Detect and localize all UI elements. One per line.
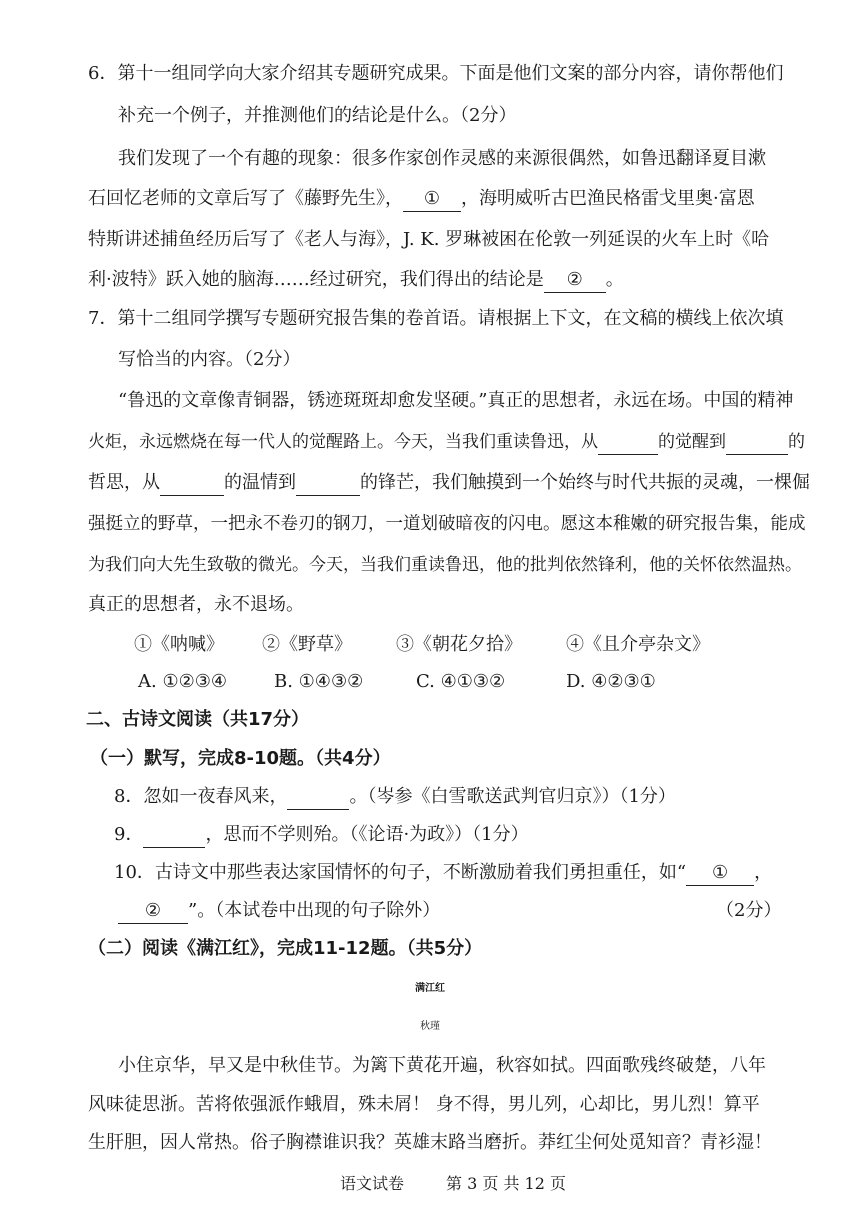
q7-passage-text: 的温情到 — [224, 472, 296, 493]
q7-passage-line2 — [88, 430, 805, 455]
q8-blank[interactable] — [287, 785, 349, 810]
q6-passage-text: 。 — [605, 269, 624, 290]
q10-score: （2分） — [716, 900, 782, 921]
q7-option-a[interactable]: A. ①②③④ — [138, 671, 227, 692]
q7-blank[interactable] — [598, 430, 658, 455]
q8 — [114, 785, 676, 810]
q7-option-d[interactable]: D. ④②③① — [566, 671, 656, 692]
poem-line-2: 风味徒思浙。苦将侬强派作蛾眉，殊未屑！ 身不得，男儿列，心却比，男儿烈！算平 — [88, 1094, 760, 1115]
q6-passage-text: 利·波特》跃入她的脑海……经过研究，我们得出的结论是 — [88, 269, 544, 290]
q10-text: 10．古诗文中那些表达家国情怀的句子，不断激励着我们勇担重任，如“ — [114, 862, 687, 883]
q7-passage-text: 的锋芒，我们触摸到一个始终与时代共振的灵魂，一棵倔 — [360, 472, 810, 493]
q10-blank-2[interactable]: ② — [118, 899, 188, 924]
q6-passage-line2 — [88, 187, 755, 212]
q7-book-2: ②《野草》 — [262, 634, 352, 655]
subsection-2-title: （二）阅读《满江红》，完成11-12题。（共5分） — [88, 938, 483, 959]
q7-blank[interactable] — [296, 471, 360, 496]
q10-line2 — [118, 899, 440, 924]
q7-passage-line1: “鲁迅的文章像青铜器，锈迹斑斑却愈发坚硬。”真正的思想者，永远在场。中国的精神 — [118, 390, 794, 411]
q7-passage-text: 火炬，永远燃烧在每一代人的觉醒路上。今天，当我们重读鲁迅，从 — [88, 432, 598, 452]
poem-title: 满江红 — [415, 983, 445, 994]
q7-option-b[interactable]: B. ①④③② — [274, 671, 364, 692]
q7-passage-line3 — [88, 471, 810, 496]
q6-passage-line3: 特斯讲述捕鱼经历后写了《老人与海》，J. K. 罗琳被困在伦敦一列延误的火车上时《哈 — [88, 229, 770, 250]
q9-blank[interactable] — [143, 823, 205, 848]
q7-passage-line5: 为我们向大先生致敬的微光。今天，当我们重读鲁迅，他的批判依然锋利，他的关怀依然温热。 — [88, 555, 802, 575]
q6-passage-text: ，海明威听古巴渔民格雷戈里奥·富恩 — [461, 188, 755, 209]
q10-text: ， — [754, 862, 773, 883]
q10-blank-1[interactable]: ① — [686, 861, 754, 886]
q9-text: ，思而不学则殆。（《论语·为政》）（1分） — [205, 824, 529, 845]
q7-stem-line1: 7．第十二组同学撰写专题研究报告集的卷首语。请根据上下文，在文稿的横线上依次填 — [88, 308, 784, 329]
q7-stem-line2: 写恰当的内容。（2分） — [118, 349, 301, 370]
q10-text: ”。（本试卷中出现的句子除外） — [188, 900, 441, 921]
q7-passage-text: 的觉醒到 — [658, 432, 726, 452]
q7-passage-line4: 强挺立的野草，一把永不卷刃的钢刀，一道划破暗夜的闪电。愿这本稚嫩的研究报告集，能成 — [88, 514, 806, 534]
q7-book-4: ④《且介亭杂文》 — [566, 634, 710, 655]
q9 — [114, 823, 529, 848]
q6-passage-line1: 我们发现了一个有趣的现象：很多作家创作灵感的来源很偶然，如鲁迅翻译夏目漱 — [118, 148, 766, 169]
q7-blank[interactable] — [726, 430, 788, 455]
q7-option-c[interactable]: C. ④①③② — [416, 671, 506, 692]
q6-passage-line4 — [88, 268, 624, 293]
poem-author: 秋瑾 — [420, 1021, 440, 1032]
poem-line-3: 生肝胆，因人常热。俗子胸襟谁识我？英雄末路当磨折。莽红尘何处觅知音？青衫湿！ — [88, 1132, 772, 1153]
footer-page-number: 第 3 页 共 12 页 — [446, 1174, 566, 1193]
q9-text: 9． — [114, 824, 144, 845]
q6-stem-line1: 6．第十一组同学向大家介绍其专题研究成果。下面是他们文案的部分内容，请你帮他们 — [88, 63, 784, 84]
footer-subject: 语文试卷 — [340, 1174, 405, 1193]
q7-book-1: ①《呐喊》 — [134, 634, 224, 655]
q6-blank-2[interactable]: ② — [544, 268, 606, 293]
q7-passage-line6: 真正的思想者，永不退场。 — [88, 594, 304, 615]
q10-line1 — [114, 861, 772, 886]
subsection-1-title: （一）默写，完成8-10题。（共4分） — [90, 748, 391, 769]
q6-blank-1[interactable]: ① — [403, 187, 461, 212]
q7-blank[interactable] — [160, 471, 224, 496]
q7-book-3: ③《朝花夕拾》 — [396, 634, 522, 655]
q6-passage-text: 石回忆老师的文章后写了《藤野先生》， — [88, 188, 403, 209]
section-2-title: 二、古诗文阅读（共17分） — [86, 709, 310, 730]
q8-text: 8．忽如一夜春风来， — [114, 786, 288, 807]
q8-text: 。（岑参《白雪歌送武判官归京》）（1分） — [349, 786, 676, 807]
poem-line-1: 小住京华，早又是中秋佳节。为篱下黄花开遍，秋容如拭。四面歌残终破楚，八年 — [118, 1055, 766, 1076]
q7-passage-text: 哲思，从 — [88, 472, 160, 493]
q6-stem-line2: 补充一个例子，并推测他们的结论是什么。（2分） — [118, 105, 517, 126]
q7-passage-text: 的 — [788, 432, 805, 452]
